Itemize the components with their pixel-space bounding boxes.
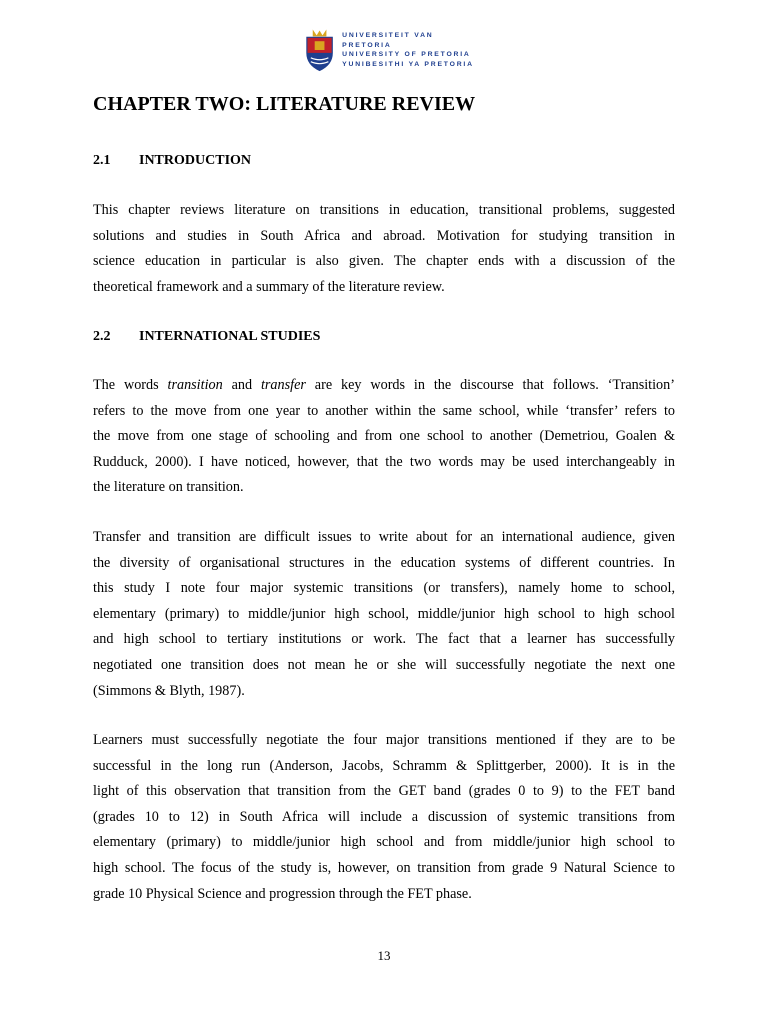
paragraph-line: this study I note four major systemic transitions (or transfers), namely home to school,	[93, 580, 675, 597]
paragraph-line: elementary (primary) to middle/junior high school and from middle/junior high school to	[93, 834, 675, 851]
paragraph-line: (grades 10 to 12) in South Africa will include a discussion of systemic transitions from	[93, 808, 675, 825]
university-crest-icon	[303, 27, 336, 73]
paragraph-line: the literature on transition.	[93, 479, 244, 496]
paragraph-line: high school. The focus of the study is, however, on transition from grade 9 Natural Science to	[93, 859, 675, 876]
text-run: and	[222, 377, 261, 393]
paragraph-line: Learners must successfully negotiate the four major transitions mentioned if they are to be	[93, 732, 675, 748]
logo-line-afrikaans: UNIVERSITEIT VAN PRETORIA	[342, 32, 434, 49]
paragraph-line: Rudduck, 2000). I have noticed, however, that the two words may be used interchangeably in	[93, 453, 675, 470]
italic-term-transfer: transfer	[260, 377, 306, 393]
section-title: INTRODUCTION	[139, 153, 252, 168]
paragraph-line: and high school to tertiary institutions or work. The fact that a learner has successfully	[93, 631, 675, 648]
paragraph-line: successful in the long run (Anderson, Jacobs, Schramm & Splittgerber, 2000). It is in the	[93, 757, 675, 774]
italic-term-transition: transition	[167, 377, 223, 393]
section-number: 2.1	[93, 153, 111, 168]
section-heading-introduction	[93, 153, 251, 169]
paragraph-line: the move from one stage of schooling and from one school to another (Demetriou, Goalen &	[93, 428, 675, 445]
paragraph-line: solutions and studies in South Africa and abroad. Motivation for studying transition in	[93, 227, 675, 244]
logo-line-english: UNIVERSITY OF PRETORIA	[342, 51, 471, 58]
chapter-title: CHAPTER TWO: LITERATURE REVIEW	[93, 93, 476, 115]
section-title: INTERNATIONAL STUDIES	[139, 329, 321, 344]
university-logo	[303, 26, 483, 74]
paragraph-line: theoretical framework and a summary of the literature review.	[93, 278, 445, 295]
paragraph-systemic-transitions	[93, 525, 675, 704]
section-heading-international-studies	[93, 329, 320, 345]
paragraph-line: negotiated one transition does not mean he or she will successfully negotiate the next one	[93, 656, 675, 673]
paragraph-line: grade 10 Physical Science and progression through the FET phase.	[93, 885, 472, 902]
paragraph-introduction	[93, 198, 675, 300]
paragraph-line: refers to the move from one year to another within the same school, while ‘transfer’ refers to	[93, 402, 675, 419]
paragraph-line: Transfer and transition are difficult issues to write about for an international audience, given	[93, 529, 675, 545]
paragraph-line: (Simmons & Blyth, 1987).	[93, 682, 245, 699]
logo-line-sepedi: YUNIBESITHI YA PRETORIA	[342, 60, 474, 68]
paragraph-line: science education in particular is also given. The chapter ends with a discussion of the	[93, 253, 675, 270]
text-run: are key words in the discourse that follows. ‘Transition’	[305, 377, 675, 393]
page-number: 13	[377, 948, 391, 963]
paragraph-line	[93, 373, 675, 399]
paragraph-line: elementary (primary) to middle/junior high school, middle/junior high school to high school	[93, 605, 675, 622]
paragraph-study-focus	[93, 728, 675, 907]
paragraph-line: This chapter reviews literature on transitions in education, transitional problems, suggested	[93, 202, 675, 218]
paragraph-transition-definition	[93, 373, 675, 501]
text-run: The words	[93, 377, 168, 393]
university-name	[342, 31, 483, 69]
section-number: 2.2	[93, 329, 111, 344]
paragraph-line: light of this observation that transition from the GET band (grades 0 to 9) to the FET band	[93, 783, 675, 800]
paragraph-line: the diversity of organisational structures in the education systems of different countries. In	[93, 554, 675, 571]
